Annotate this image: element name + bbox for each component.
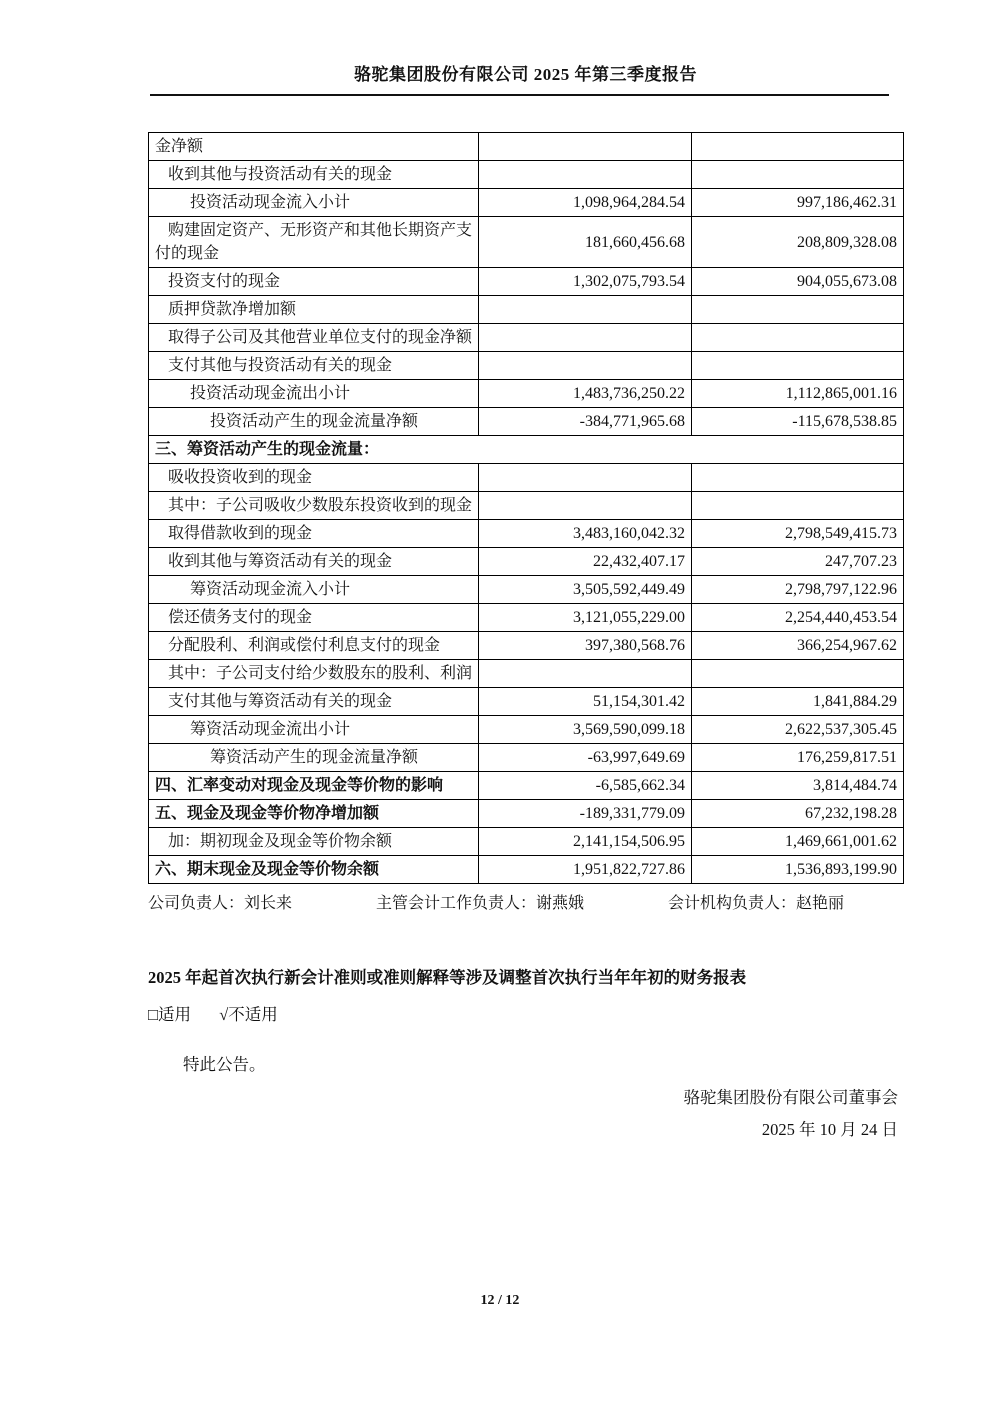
row-label: 投资活动现金流入小计 — [149, 189, 479, 217]
table-row — [149, 744, 904, 772]
row-value-prior-period — [692, 296, 904, 324]
row-label: 六、期末现金及现金等价物余额 — [149, 856, 479, 884]
table-row — [149, 133, 904, 161]
row-value-current-period — [479, 324, 692, 352]
row-label: 取得子公司及其他营业单位支付的现金净额 — [149, 324, 479, 352]
table-row — [149, 520, 904, 548]
row-label: 支付其他与投资活动有关的现金 — [149, 352, 479, 380]
row-value-prior-period: 3,814,484.74 — [692, 772, 904, 800]
table-row — [149, 436, 904, 464]
table-row — [149, 688, 904, 716]
table-row — [149, 800, 904, 828]
row-value-current-period: 1,302,075,793.54 — [479, 268, 692, 296]
row-value-current-period — [479, 352, 692, 380]
row-label: 支付其他与筹资活动有关的现金 — [149, 688, 479, 716]
running-header — [148, 0, 903, 96]
table-row — [149, 324, 904, 352]
row-value-prior-period: 2,622,537,305.45 — [692, 716, 904, 744]
row-label: 投资活动现金流出小计 — [149, 380, 479, 408]
row-value-prior-period — [692, 161, 904, 189]
signatories-line — [148, 893, 903, 915]
row-value-current-period — [479, 133, 692, 161]
row-value-current-period: 2,141,154,506.95 — [479, 828, 692, 856]
row-label: 筹资活动现金流入小计 — [149, 576, 479, 604]
row-value-prior-period: 2,798,797,122.96 — [692, 576, 904, 604]
page-content — [148, 0, 903, 1141]
announcement-text: 特此公告。 — [183, 1055, 266, 1074]
table-row — [149, 716, 904, 744]
row-value-prior-period — [692, 352, 904, 380]
row-label: 收到其他与投资活动有关的现金 — [149, 161, 479, 189]
row-label: 吸收投资收到的现金 — [149, 464, 479, 492]
table-row — [149, 352, 904, 380]
row-label: 购建固定资产、无形资产和其他长期资产支付的现金 — [149, 217, 479, 268]
cash-flow-statement-table — [148, 132, 904, 884]
row-value-prior-period: 176,259,817.51 — [692, 744, 904, 772]
row-label: 投资活动产生的现金流量净额 — [149, 408, 479, 436]
row-label: 质押贷款净增加额 — [149, 296, 479, 324]
row-value-prior-period: 997,186,462.31 — [692, 189, 904, 217]
row-value-prior-period: 366,254,967.62 — [692, 632, 904, 660]
row-label: 取得借款收到的现金 — [149, 520, 479, 548]
document-title: 骆驼集团股份有限公司 2025 年第三季度报告 — [354, 65, 697, 84]
row-value-prior-period: 208,809,328.08 — [692, 217, 904, 268]
row-value-current-period: 1,098,964,284.54 — [479, 189, 692, 217]
new-standards-heading: 2025 年起首次执行新会计准则或准则解释等涉及调整首次执行当年年初的财务报表 — [148, 968, 747, 987]
row-label: 五、现金及现金等价物净增加额 — [149, 800, 479, 828]
signoff-company: 骆驼集团股份有限公司董事会 — [683, 1088, 898, 1107]
row-value-prior-period: 2,798,549,415.73 — [692, 520, 904, 548]
table-row — [149, 492, 904, 520]
row-value-current-period: 1,951,822,727.86 — [479, 856, 692, 884]
row-value-prior-period: 1,469,661,001.62 — [692, 828, 904, 856]
row-value-current-period — [479, 464, 692, 492]
table-row — [149, 189, 904, 217]
table-row — [149, 856, 904, 884]
row-label: 筹资活动现金流出小计 — [149, 716, 479, 744]
row-label: 加：期初现金及现金等价物余额 — [149, 828, 479, 856]
row-value-current-period: 22,432,407.17 — [479, 548, 692, 576]
company-head-label: 公司负责人：刘长来 — [148, 895, 293, 912]
row-value-current-period: 3,121,055,229.00 — [479, 604, 692, 632]
row-value-prior-period: 247,707.23 — [692, 548, 904, 576]
row-label: 分配股利、利润或偿付利息支付的现金 — [149, 632, 479, 660]
row-value-current-period — [479, 161, 692, 189]
row-value-current-period: 397,380,568.76 — [479, 632, 692, 660]
row-value-prior-period — [692, 324, 904, 352]
table-row — [149, 217, 904, 268]
row-label: 四、汇率变动对现金及现金等价物的影响 — [149, 772, 479, 800]
row-value-current-period: -384,771,965.68 — [479, 408, 692, 436]
row-value-prior-period — [692, 133, 904, 161]
table-row — [149, 161, 904, 189]
row-label: 筹资活动产生的现金流量净额 — [149, 744, 479, 772]
table-row — [149, 632, 904, 660]
notes-section — [148, 967, 903, 1141]
row-value-prior-period: 2,254,440,453.54 — [692, 604, 904, 632]
table-row — [149, 408, 904, 436]
row-value-current-period: 3,569,590,099.18 — [479, 716, 692, 744]
applicability-line — [148, 1004, 903, 1026]
page-number: 12 / 12 — [480, 1293, 520, 1308]
applicable-checkbox-option: □适用 — [148, 1005, 191, 1024]
row-value-prior-period: 1,536,893,199.90 — [692, 856, 904, 884]
row-value-prior-period — [692, 464, 904, 492]
row-value-prior-period — [692, 660, 904, 688]
row-label: 投资支付的现金 — [149, 268, 479, 296]
row-value-current-period — [479, 660, 692, 688]
row-label: 偿还债务支付的现金 — [149, 604, 479, 632]
row-value-prior-period — [692, 492, 904, 520]
not-applicable-checked-option: √不适用 — [219, 1005, 278, 1024]
table-row — [149, 464, 904, 492]
table-row — [149, 828, 904, 856]
row-value-prior-period: 904,055,673.08 — [692, 268, 904, 296]
accounting-org-head-label: 会计机构负责人：赵艳丽 — [668, 895, 845, 912]
table-row — [149, 268, 904, 296]
table-row — [149, 296, 904, 324]
cash-flow-table-body — [149, 133, 904, 884]
header-divider — [150, 94, 889, 96]
accounting-head-label: 主管会计工作负责人：谢燕娥 — [376, 895, 585, 912]
section-header-cell: 三、筹资活动产生的现金流量： — [149, 436, 904, 464]
row-value-current-period: -63,997,649.69 — [479, 744, 692, 772]
row-value-current-period — [479, 492, 692, 520]
row-value-current-period: -6,585,662.34 — [479, 772, 692, 800]
row-value-current-period: 181,660,456.68 — [479, 217, 692, 268]
row-value-current-period: 3,483,160,042.32 — [479, 520, 692, 548]
row-value-prior-period: 1,112,865,001.16 — [692, 380, 904, 408]
row-value-current-period — [479, 296, 692, 324]
row-label: 其中：子公司吸收少数股东投资收到的现金 — [149, 492, 479, 520]
signoff-date: 2025 年 10 月 24 日 — [761, 1120, 898, 1139]
table-row — [149, 772, 904, 800]
row-value-prior-period: 1,841,884.29 — [692, 688, 904, 716]
row-value-current-period: 1,483,736,250.22 — [479, 380, 692, 408]
table-row — [149, 576, 904, 604]
table-row — [149, 380, 904, 408]
row-value-prior-period: -115,678,538.85 — [692, 408, 904, 436]
row-value-prior-period: 67,232,198.28 — [692, 800, 904, 828]
row-value-current-period: 3,505,592,449.49 — [479, 576, 692, 604]
row-label: 金净额 — [149, 133, 479, 161]
row-label: 其中：子公司支付给少数股东的股利、利润 — [149, 660, 479, 688]
row-value-current-period: 51,154,301.42 — [479, 688, 692, 716]
row-value-current-period: -189,331,779.09 — [479, 800, 692, 828]
table-row — [149, 548, 904, 576]
table-row — [149, 660, 904, 688]
table-row — [149, 604, 904, 632]
row-label: 收到其他与筹资活动有关的现金 — [149, 548, 479, 576]
